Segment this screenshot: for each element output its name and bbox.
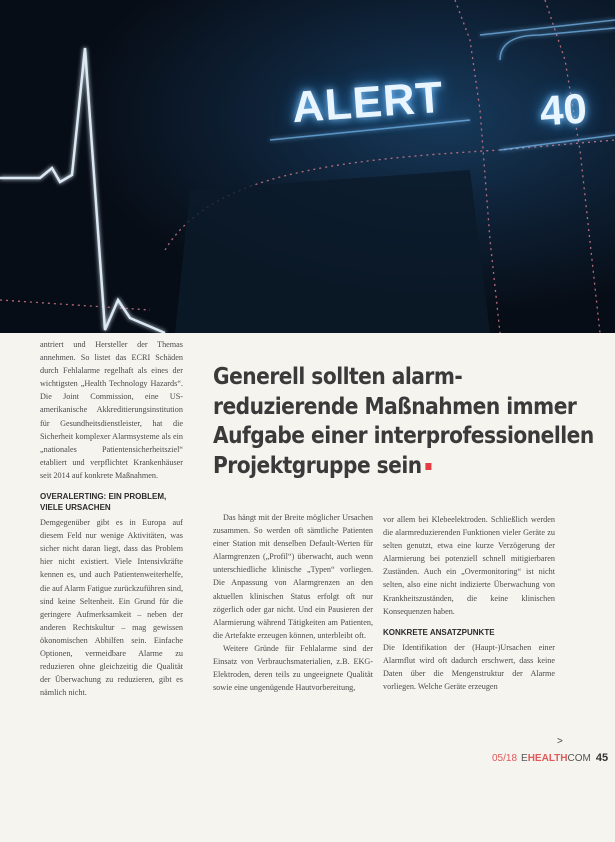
subhead-line-2: VIELE URSACHEN: [40, 503, 111, 513]
pull-quote-line-3: Aufgabe einer interprofessionellen: [213, 421, 594, 449]
article-column-1: [40, 338, 183, 699]
subhead-line-1: OVERALERTING: EIN PROBLEM,: [40, 492, 167, 502]
page-number: 45: [595, 752, 609, 764]
column1-paragraph-2: Demgegenüber gibt es in Europa auf diesem Feld nur wenige Aktivitäten, was sicher nicht daran liegt, dass das Problem hier nicht existiert. Viele Intensivkräfte kennen es, und auch Patientenweiterhelfe, die auf Alarm Fatigue zurückzuführen sind, sind keine Seltenheit. Ein Grund für die geringere Aufmerksamkeit – neben der anderen Rechtskultur – mag gewissen ökonomischen Abhilfen sein. Einfache Optionen, vermeidbare Alarme zu reduzieren ohne gleichzeitig die Qualität der Überwachung zu reduzieren, gibt es nämlich nicht.: [40, 518, 183, 698]
monitor-reading: 40: [538, 84, 589, 135]
brand-prefix: E: [521, 753, 528, 764]
issue-number: 05/18: [492, 753, 518, 764]
end-mark-square: [425, 463, 431, 470]
column1-paragraph-1: antriert und Hersteller der Themas annehmen. So listet das ECRI Schäden durch Fehlalarme regelhaft als eines der wichtigsten „Health Technology Hazards“. Die Joint Commission, eine US-amerikanische Akkreditierungsinstitution für Gesundheitsdienstleister, hat die Sicherheit komplexer Alarmsysteme als ein „nationales Patientensicherheitsziel“ etabliert und verpflichtet Krankenhäuser seit 2014 auf konkrete Maßnahmen.: [40, 340, 183, 480]
hero-image: [0, 0, 615, 333]
pull-quote-line-4-text: Projektgruppe sein: [213, 450, 422, 479]
monitor-illustration: [0, 0, 615, 333]
subhead-overalerting: [40, 491, 183, 513]
pull-quote-line-4: [213, 451, 557, 481]
pull-quote-line-2: reduzierende Maßnahmen immer: [213, 391, 577, 420]
column3-paragraph-2: Die Identifikation der (Haupt-)Ursachen einer Alarmflut wird oft dadurch erschwert, dass keine Daten über die Mengenstruktur der Alarme vorliegen. Welche Geräte erzeugen: [383, 642, 555, 692]
column3-paragraph-1: vor allem bei Klebeelektroden. Schließlich werden die alarmreduzierenden Funktionen vieler Geräte zu selten genutzt, etwa eine kurze Verzögerung der Alarmierung bei potenziell schnell mitigierbaren Zuständen. Auch ein „Overmonitoring“ ist nicht selten, also eine nicht indizierte Überwachung von Krankheitszuständen, die keine klinischen Konsequenzen haben.: [383, 515, 555, 616]
brand-suffix: COM: [567, 753, 591, 764]
alert-label: ALERT: [290, 72, 446, 133]
article-column-2: [213, 511, 373, 694]
subhead-ansatzpunkte: KONKRETE ANSATZPUNKTE: [383, 627, 495, 637]
pull-quote: [213, 362, 594, 480]
column2-paragraph-1: Das hängt mit der Breite möglicher Ursachen zusammen. So werden oft sämtliche Patienten einer Station mit denselben Default-Werten für Alarmgrenzen („Profil“) überwacht, auch wenn unterschiedliche klinische „Typen“ vorliegen. Die Anpassung von Alarmgrenzen an den aktuellen klinischen Status erfolgt oft nur zögerlich oder gar nicht. Und ein Pausieren der Alarmierung während Tätigkeiten am Patienten, die Artefakte erzeugen können, unterbleibt oft.: [213, 513, 373, 640]
continue-arrow: >: [557, 736, 563, 747]
column2-paragraph-2: Weitere Gründe für Fehlalarme sind der Einsatz von Verbrauchsmaterialien, z.B. EKG-Elektroden, deren teils zu ungeeignete Qualität sowie eine ungenügende Hautvorbereitung,: [213, 643, 373, 693]
page-footer: [492, 752, 608, 764]
brand-main: HEALTH: [527, 753, 568, 764]
pull-quote-line-1: Generell sollten alarm-: [213, 362, 463, 390]
article-column-3: [383, 513, 555, 693]
